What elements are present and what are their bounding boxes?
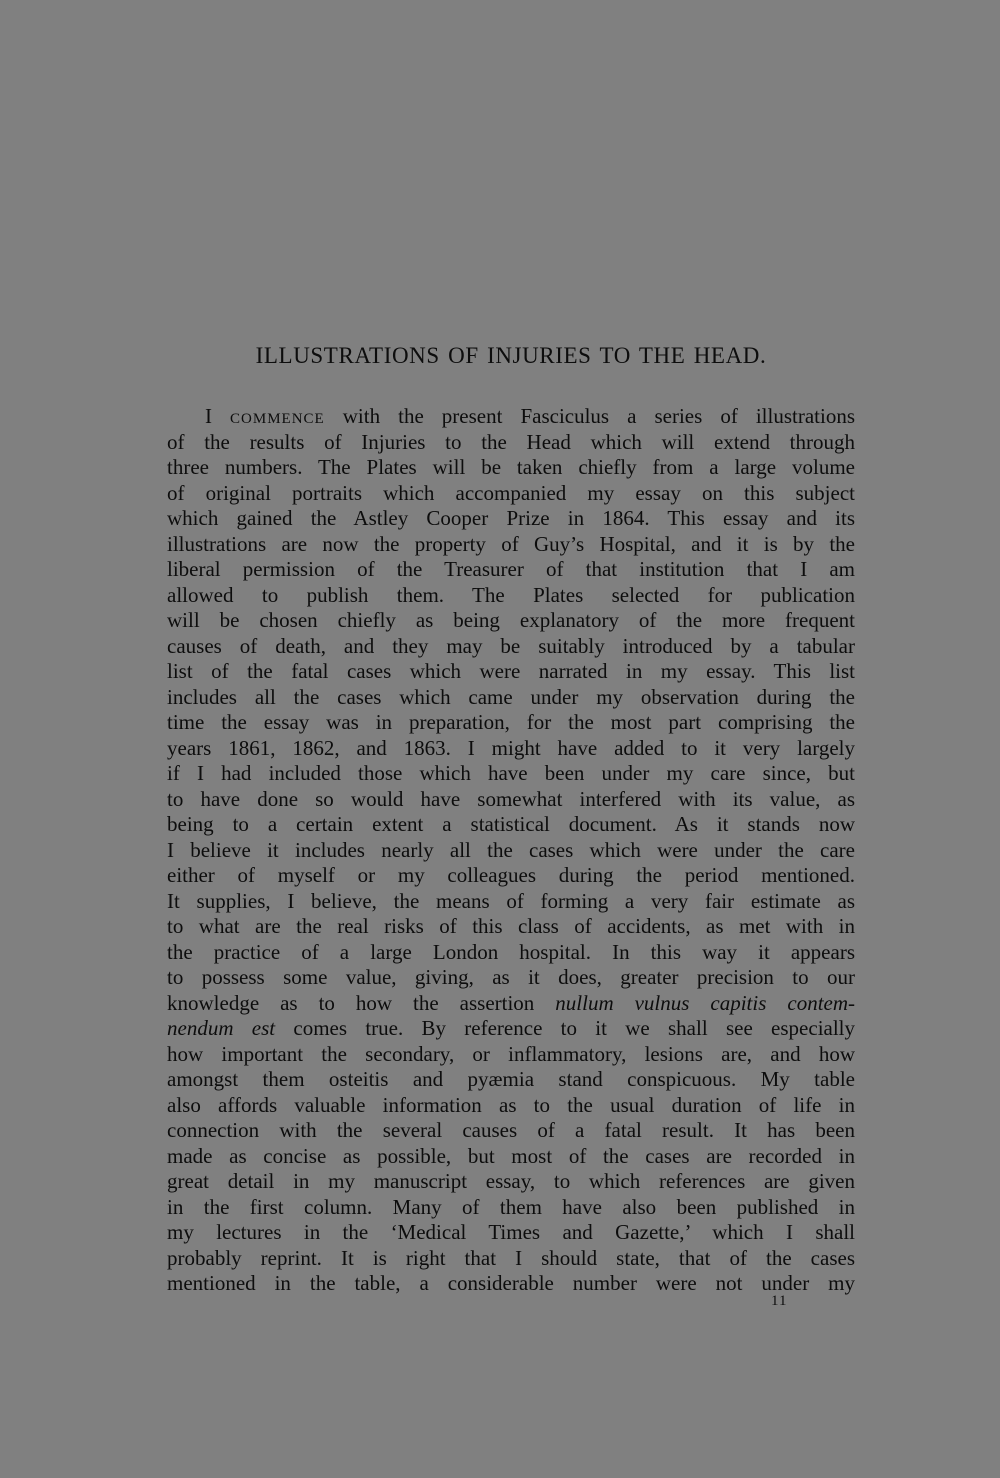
- text-line-knowledge: [167, 991, 855, 1017]
- text-line: three numbers. The Plates will be taken chiefly from a large volume: [167, 455, 855, 479]
- text-line: in the first column. Many of them have also been published in: [167, 1194, 855, 1219]
- text-line: liberal permission of the Treasurer of that institution that I am: [167, 557, 855, 581]
- text-line: to have done so would have somewhat interfered with its value, as: [167, 786, 855, 811]
- text-line: I believe it includes nearly all the cases which were under the care: [167, 837, 855, 862]
- text-line: if I had included those which have been under my care since, but: [167, 761, 855, 785]
- text-line: either of myself or my colleagues during the period mentioned.: [167, 863, 855, 887]
- text-line: It supplies, I believe, the means of forming a very fair estimate as: [167, 888, 855, 913]
- text-line-1: [167, 404, 855, 430]
- text-line: illustrations are now the property of Guy’s Hospital, and it is by the: [167, 531, 855, 556]
- signature-mark: 11: [771, 1293, 788, 1309]
- smallcaps-word: commence: [230, 404, 325, 428]
- text-line: to what are the real risks of this class of accidents, as met with in: [167, 914, 855, 938]
- text-line: allowed to publish them. The Plates selected for publication: [167, 582, 855, 607]
- text-line: includes all the cases which came under my observation during the: [167, 684, 855, 709]
- text-line: list of the fatal cases which were narrated in my essay. This list: [167, 659, 855, 683]
- text-line: also affords valuable information as to the usual duration of life in: [167, 1092, 855, 1117]
- text-line-nendum: [167, 1016, 855, 1042]
- text-line: causes of death, and they may be suitably introduced by a tabular: [167, 633, 855, 658]
- text-line: of original portraits which accompanied my essay on this subject: [167, 480, 855, 505]
- page-title: ILLUSTRATIONS OF INJURIES TO THE HEAD.: [255, 343, 767, 368]
- initial-word: I: [205, 404, 212, 428]
- text-line: being to a certain extent a statistical document. As it stands now: [167, 812, 855, 836]
- text-line: will be chosen chiefly as being explanatory of the more frequent: [167, 608, 855, 632]
- latin-phrase: nullum vulnus capitis contem-: [555, 990, 856, 1015]
- line-text: knowledge as to how the assertion: [167, 990, 535, 1015]
- text-line: the practice of a large London hospital. In this way it appears: [167, 939, 855, 964]
- text-line: probably reprint. It is right that I should state, that of the cases: [167, 1245, 855, 1270]
- text-line: my lectures in the ‘Medical Times and Gazette,’ which I shall: [167, 1220, 855, 1244]
- text-line: great detail in my manuscript essay, to which references are given: [167, 1169, 855, 1193]
- body-text: [167, 404, 855, 1297]
- text-line: amongst them osteitis and pyæmia stand conspicuous. My table: [167, 1067, 855, 1091]
- text-line: connection with the several causes of a fatal result. It has been: [167, 1118, 855, 1142]
- line-text: comes true. By reference to it we shall see especially: [293, 1016, 856, 1040]
- first-line-rest: with the present Fasciculus a series of illustrations: [342, 404, 856, 428]
- text-line: made as concise as possible, but most of the cases are recorded in: [167, 1143, 855, 1168]
- text-line: to possess some value, giving, as it does, greater precision to our: [167, 965, 855, 989]
- text-line: of the results of Injuries to the Head which will extend through: [167, 429, 855, 454]
- text-line: years 1861, 1862, and 1863. I might have added to it very largely: [167, 735, 855, 760]
- text-line: which gained the Astley Cooper Prize in 1864. This essay and its: [167, 506, 855, 530]
- text-line: mentioned in the table, a considerable number were not under my: [167, 1271, 855, 1295]
- page: [167, 0, 855, 1478]
- latin-phrase-end: nendum est: [167, 1016, 276, 1040]
- text-line: time the essay was in preparation, for the most part comprising the: [167, 710, 855, 734]
- text-line: how important the secondary, or inflammatory, lesions are, and how: [167, 1041, 855, 1066]
